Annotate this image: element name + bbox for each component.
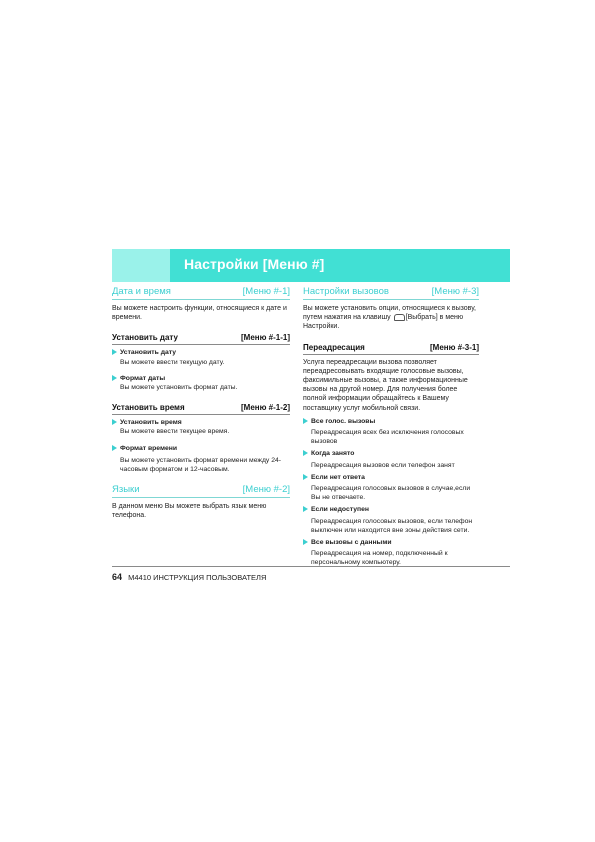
chapter-banner	[112, 249, 510, 282]
section-description: Вы можете настроить функции, относящиеся к дате и времени.	[112, 305, 287, 322]
item-title: Установить время	[120, 419, 182, 427]
menu-code: [Меню #-2]	[242, 484, 290, 496]
section-title: Дата и время	[112, 286, 171, 297]
footer-divider	[112, 566, 510, 567]
item-description: Вы можете ввести текущее время.	[120, 428, 230, 436]
item-title: Установить дату	[120, 349, 177, 357]
list-item	[303, 473, 479, 503]
bullet-triangle-icon	[303, 418, 308, 424]
item-description: Переадресация голосовых вызовов в случае,если Вы не отвечаете.	[311, 485, 471, 502]
item-title: Все голос. вызовы	[311, 417, 376, 425]
item-description: Переадресация всех без исключения голосовых вызовов	[311, 429, 464, 446]
description-part: Вы можете установить опции, относящиеся к вызову, путем нажатия на клавишу	[303, 305, 476, 322]
menu-code: [Меню #-3]	[431, 286, 479, 297]
item-description: Вы можете установить формат даты.	[120, 384, 238, 392]
item-description: Переадресация голосовых вызовов, если телефон выключен или находится вне зоны действия сети.	[311, 517, 473, 534]
section-languages-header	[112, 484, 290, 498]
item-title: Если нет ответа	[311, 473, 365, 481]
list-item	[303, 505, 479, 535]
footer-text: M4410 ИНСТРУКЦИЯ ПОЛЬЗОВАТЕЛЯ	[128, 573, 267, 582]
page-footer	[112, 572, 266, 582]
subsection-set-time-header	[112, 402, 290, 415]
bullet-triangle-icon	[112, 349, 117, 355]
bullet-triangle-icon	[112, 375, 117, 381]
item-title: Если недоступен	[311, 506, 370, 514]
subsection-title: Переадресация	[303, 342, 365, 352]
list-item	[303, 417, 479, 447]
item-description: Переадресация на номер, подключенный к персональному компьютеру.	[311, 550, 448, 567]
list-item	[303, 449, 479, 469]
subsection-title: Установить время	[112, 403, 185, 413]
section-description	[303, 304, 479, 332]
page-number: 64	[112, 572, 123, 582]
list-item	[112, 348, 290, 366]
bullet-triangle-icon	[303, 474, 308, 480]
subsection-description: Услуга переадресации вызова позволяет переадресовывать входящие голосовые вызовы, факсимильные вызовы, а также информационные вызовы на другой номер. Для получения более полной информации обращайтесь к Вашему поставщику услуг мобильной связи.	[303, 358, 468, 412]
item-description: Переадресация вызовов если телефон занят	[311, 461, 455, 469]
left-column	[112, 286, 290, 521]
item-title: Формат времени	[120, 444, 178, 452]
subsection-title: Установить дату	[112, 333, 178, 343]
list-item	[112, 444, 290, 475]
section-date-time-header	[112, 286, 290, 300]
list-item	[112, 418, 290, 436]
bullet-triangle-icon	[303, 450, 308, 456]
menu-code: [Меню #-1]	[242, 286, 290, 297]
bullet-triangle-icon	[112, 445, 117, 451]
right-column	[303, 286, 479, 568]
subsection-forwarding-header	[303, 342, 479, 355]
select-key-icon	[394, 314, 405, 321]
section-title: Настройки вызовов	[303, 286, 389, 297]
menu-code: [Меню #-1-1]	[240, 333, 290, 343]
item-title: Формат даты	[120, 374, 166, 382]
menu-code: [Меню #-1-2]	[240, 403, 290, 413]
item-description: Вы можете установить формат времени между 24-часовым форматом и 12-часовым.	[120, 456, 282, 474]
bullet-triangle-icon	[303, 506, 308, 512]
list-item	[112, 374, 290, 392]
bullet-triangle-icon	[112, 419, 117, 425]
bullet-triangle-icon	[303, 539, 308, 545]
list-item	[303, 538, 479, 568]
page-title: Настройки [Меню #]	[184, 256, 325, 272]
subsection-set-date-header	[112, 332, 290, 345]
banner-accent	[112, 249, 170, 282]
item-title: Все вызовы с данными	[311, 539, 392, 547]
item-title: Когда занято	[311, 450, 355, 458]
item-description: Вы можете ввести текущую дату.	[120, 358, 225, 366]
section-description: В данном меню Вы можете выбрать язык меню телефона.	[112, 503, 267, 520]
section-title: Языки	[112, 484, 140, 496]
menu-code: [Меню #-3-1]	[429, 342, 479, 352]
section-call-settings-header	[303, 286, 479, 300]
description-part: [Выбрать] в меню Настройки.	[303, 314, 464, 331]
